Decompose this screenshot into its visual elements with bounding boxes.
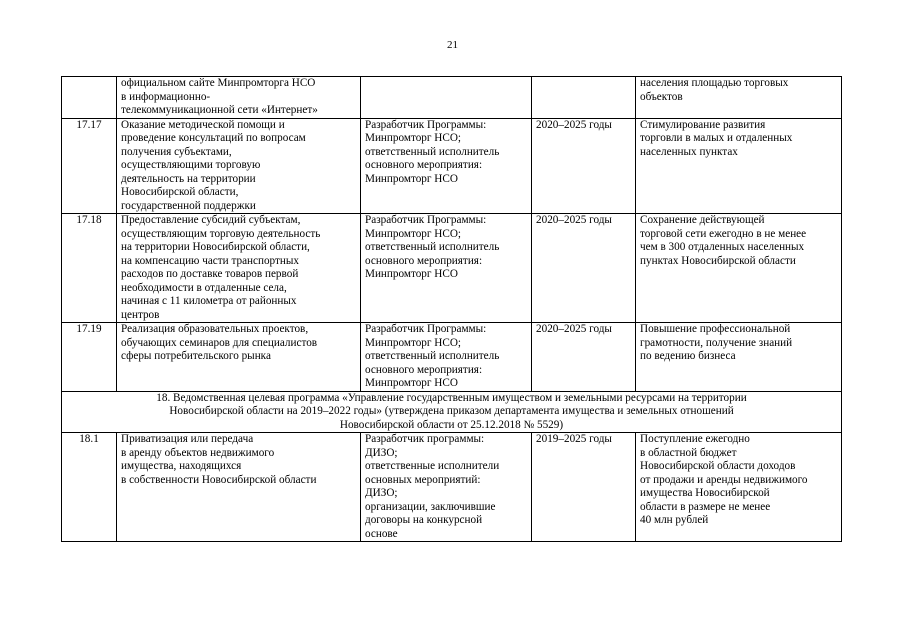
result-cell: Поступление ежегодно в областной бюджет Новосибирской области доходов от продажи и аренды недвижимого имущества Новосибирской области в размере не менее 40 млн рублей: [636, 433, 842, 542]
period-cell: 2020–2025 годы: [532, 118, 636, 214]
section-header-row: [62, 391, 842, 433]
executor-cell: Разработчик Программы: Минпромторг НСО; ответственный исполнитель основного мероприятия: Минпромторг НСО: [361, 323, 532, 392]
table-row: [62, 214, 842, 323]
row-number: [62, 77, 117, 119]
period-cell: 2020–2025 годы: [532, 214, 636, 323]
executor-cell: Разработчик программы: ДИЗО; ответственные исполнители основных мероприятий: ДИЗО; организации, заключившие договоры на конкурсной основе: [361, 433, 532, 542]
result-cell: Сохранение действующей торговой сети ежегодно в не менее чем в 300 отдаленных населенных пунктах Новосибирской области: [636, 214, 842, 323]
period-cell: [532, 77, 636, 119]
event-cell: Реализация образовательных проектов, обучающих семинаров для специалистов сферы потребительского рынка: [117, 323, 361, 392]
result-cell: Стимулирование развития торговли в малых и отдаленных населенных пунктах: [636, 118, 842, 214]
event-cell: Оказание методической помощи и проведение консультаций по вопросам получения субъектами, осуществляющими торговую деятельность на территории Новосибирской области, государственной поддержки: [117, 118, 361, 214]
row-number: 17.19: [62, 323, 117, 392]
table-row: [62, 433, 842, 542]
event-cell: Предоставление субсидий субъектам, осуществляющим торговую деятельность на территории Новосибирской области, на компенсацию части транспортных расходов по доставке товаров первой необходимости в отдаленные села, начиная с 11 километра от районных центров: [117, 214, 361, 323]
page-number: 21: [447, 39, 458, 51]
period-cell: 2019–2025 годы: [532, 433, 636, 542]
result-cell: населения площадью торговых объектов: [636, 77, 842, 119]
event-cell: Приватизация или передача в аренду объектов недвижимого имущества, находящихся в собственности Новосибирской области: [117, 433, 361, 542]
result-cell: Повышение профессиональной грамотности, получение знаний по ведению бизнеса: [636, 323, 842, 392]
executor-cell: [361, 77, 532, 119]
program-table: [61, 76, 842, 542]
event-cell: официальном сайте Минпромторга НСО в информационно- телекоммуникационной сети «Интернет»: [117, 77, 361, 119]
row-number: 18.1: [62, 433, 117, 542]
table-row: [62, 77, 842, 119]
table-row: [62, 323, 842, 392]
executor-cell: Разработчик Программы: Минпромторг НСО; ответственный исполнитель основного мероприятия: Минпромторг НСО: [361, 214, 532, 323]
section-header: 18. Ведомственная целевая программа «Управление государственным имуществом и земельными ресурсами на территории Новосибирской области на 2019–2022 годы» (утверждена приказом департамента имущества и земельных отношений Новосибирской области от 25.12.2018 № 5529): [62, 391, 842, 433]
table-row: [62, 118, 842, 214]
row-number: 17.17: [62, 118, 117, 214]
period-cell: 2020–2025 годы: [532, 323, 636, 392]
row-number: 17.18: [62, 214, 117, 323]
executor-cell: Разработчик Программы: Минпромторг НСО; ответственный исполнитель основного мероприятия: Минпромторг НСО: [361, 118, 532, 214]
